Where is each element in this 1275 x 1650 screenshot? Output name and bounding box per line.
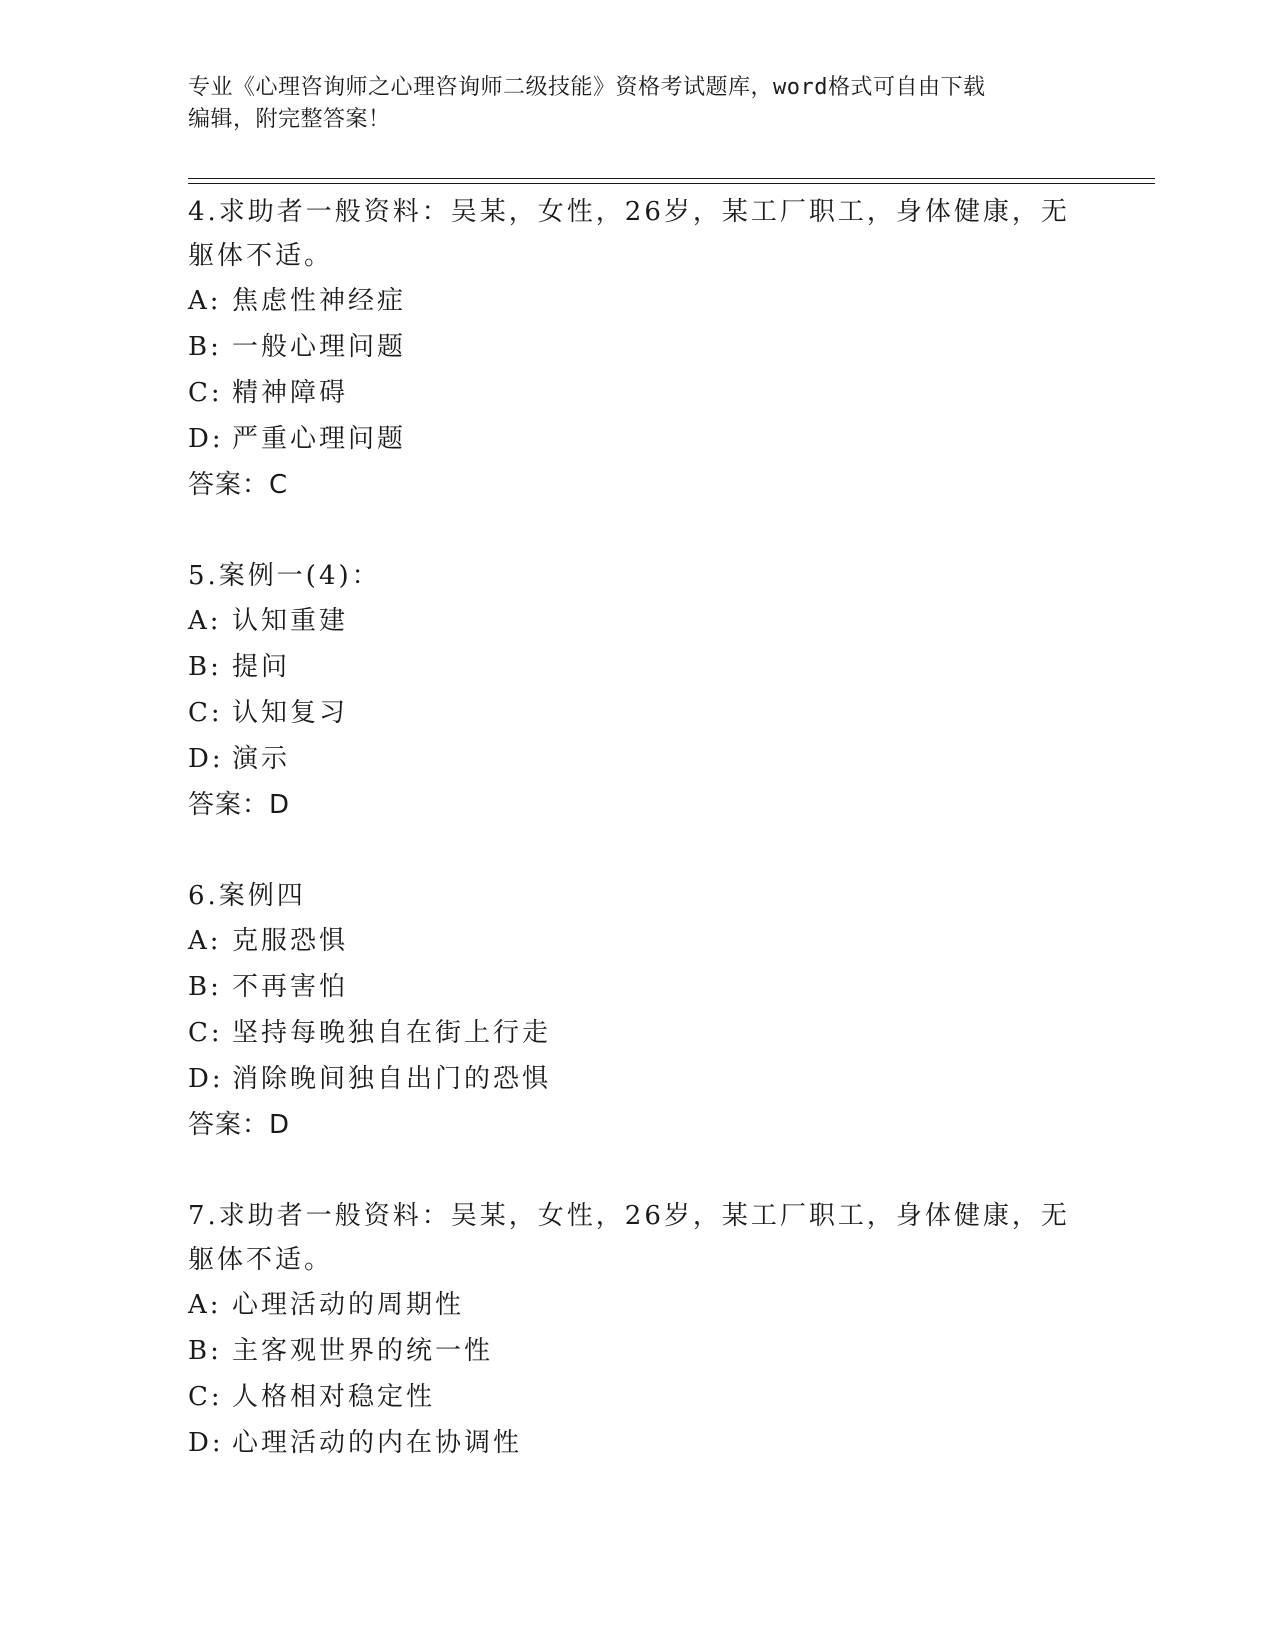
option-letter: C: <box>188 1018 223 1048</box>
option-letter: B: <box>188 972 222 1002</box>
answer-line: 答案：C <box>188 470 289 500</box>
option-c <box>188 1374 1088 1420</box>
question-stem-line-2: 躯体不适。 <box>188 1245 334 1275</box>
option-letter: B: <box>188 652 222 682</box>
option-text: 提问 <box>232 652 291 682</box>
option-letter: D: <box>188 424 224 454</box>
answer-line: 答案：D <box>188 1110 291 1140</box>
question-stem-line-1: 5.案例一(4)： <box>188 561 381 591</box>
option-letter: A: <box>188 926 222 956</box>
question-stem-line-1: 7.求助者一般资料：吴某，女性，26岁，某工厂职工，身体健康，无 <box>188 1201 1070 1231</box>
option-d <box>188 416 1088 462</box>
question-item <box>188 186 1088 508</box>
question-stem <box>188 870 1088 918</box>
option-letter: A: <box>188 286 222 316</box>
question-list <box>188 186 1088 1466</box>
question-stem-line-1: 6.案例四 <box>188 881 306 911</box>
option-text: 认知重建 <box>232 606 349 636</box>
answer-line: 答案：D <box>188 790 291 820</box>
option-text: 严重心理问题 <box>232 424 407 454</box>
option-b <box>188 1328 1088 1374</box>
option-letter: C: <box>188 378 223 408</box>
option-letter: D: <box>188 744 224 774</box>
option-a <box>188 1282 1088 1328</box>
option-a <box>188 918 1088 964</box>
option-letter: A: <box>188 1290 222 1320</box>
question-stem-line-2: 躯体不适。 <box>188 241 334 271</box>
option-letter: B: <box>188 332 222 362</box>
option-text: 人格相对稳定性 <box>232 1382 436 1412</box>
option-text: 演示 <box>232 744 291 774</box>
option-a <box>188 278 1088 324</box>
question-item <box>188 1190 1088 1466</box>
header-divider-bottom <box>188 183 1155 184</box>
option-text: 主客观世界的统一性 <box>232 1336 494 1366</box>
option-text: 坚持每晚独自在街上行走 <box>232 1018 552 1048</box>
option-letter: D: <box>188 1064 224 1094</box>
question-stem <box>188 186 1088 278</box>
option-d <box>188 736 1088 782</box>
option-text: 消除晚间独自出门的恐惧 <box>232 1064 552 1094</box>
option-a <box>188 598 1088 644</box>
question-item <box>188 550 1088 828</box>
option-letter: C: <box>188 698 223 728</box>
option-text: 焦虑性神经症 <box>232 286 407 316</box>
question-stem <box>188 1190 1088 1282</box>
option-d <box>188 1056 1088 1102</box>
question-spacer <box>188 828 1088 870</box>
option-c <box>188 1010 1088 1056</box>
option-letter: A: <box>188 606 222 636</box>
header-divider-top <box>188 178 1155 179</box>
option-text: 克服恐惧 <box>232 926 349 956</box>
option-b <box>188 964 1088 1010</box>
document-header <box>188 72 1068 136</box>
option-c <box>188 690 1088 736</box>
option-b <box>188 324 1088 370</box>
option-text: 心理活动的内在协调性 <box>232 1428 523 1458</box>
question-stem-line-1: 4.求助者一般资料：吴某，女性，26岁，某工厂职工，身体健康，无 <box>188 197 1070 227</box>
question-spacer <box>188 508 1088 550</box>
option-text: 精神障碍 <box>232 378 349 408</box>
header-line-1: 专业《心理咨询师之心理咨询师二级技能》资格考试题库，word格式可自由下载 <box>188 75 986 100</box>
option-letter: D: <box>188 1428 224 1458</box>
option-c <box>188 370 1088 416</box>
option-text: 一般心理问题 <box>232 332 407 362</box>
option-d <box>188 1420 1088 1466</box>
question-stem <box>188 550 1088 598</box>
header-line-2: 编辑，附完整答案！ <box>188 107 391 132</box>
option-text: 心理活动的周期性 <box>232 1290 465 1320</box>
option-b <box>188 644 1088 690</box>
option-text: 不再害怕 <box>232 972 349 1002</box>
question-spacer <box>188 1148 1088 1190</box>
question-item <box>188 870 1088 1148</box>
option-text: 认知复习 <box>232 698 349 728</box>
option-letter: C: <box>188 1382 223 1412</box>
option-letter: B: <box>188 1336 222 1366</box>
